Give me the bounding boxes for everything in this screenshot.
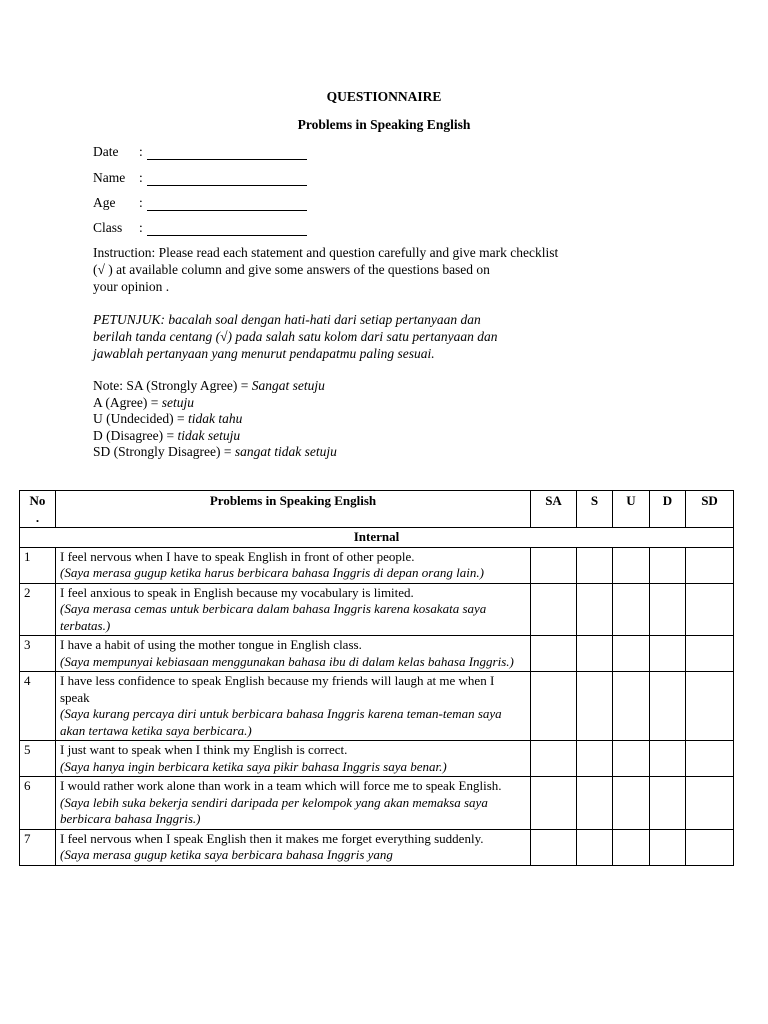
checkbox-cell-u[interactable]: [613, 547, 650, 583]
instruction-text: [93, 244, 563, 295]
statement-indonesian: (Saya merasa cemas untuk berbicara dalam bahasa Inggris karena kosakata saya terbatas.): [60, 601, 487, 633]
statement-indonesian: (Saya kurang percaya diri untuk berbicara bahasa Inggris karena teman-teman saya akan tertawa ketika saya berbicara.): [60, 706, 502, 738]
checkbox-cell-sd[interactable]: [686, 777, 734, 830]
checkbox-cell-sd[interactable]: [686, 547, 734, 583]
checkbox-cell-sd[interactable]: [686, 636, 734, 672]
row-number: 3: [20, 636, 56, 672]
checkbox-cell-u[interactable]: [613, 829, 650, 865]
statement-english: I have a habit of using the mother tongue in English class.: [60, 637, 362, 652]
checkbox-cell-u[interactable]: [613, 672, 650, 741]
legend-entry: [93, 411, 563, 428]
legend-code: D (Disagree) =: [93, 427, 178, 443]
legend-entry: [93, 378, 563, 395]
legend-code: Note: SA (Strongly Agree) =: [93, 378, 252, 393]
checkbox-cell-sa[interactable]: [531, 829, 577, 865]
col-header-u: U: [613, 491, 650, 528]
col-header-no: No .: [20, 491, 56, 528]
petunjuk-line: berilah tanda centang (√) pada salah satu kolom dari satu pertanyaan dan: [93, 329, 498, 344]
instruction-line: your opinion .: [93, 279, 170, 294]
checkbox-cell-sa[interactable]: [531, 636, 577, 672]
blank-answer-line[interactable]: [147, 173, 307, 186]
table-row: [20, 547, 734, 583]
form-field-class: [93, 220, 307, 236]
row-statement: [56, 672, 531, 741]
checkbox-cell-s[interactable]: [577, 829, 613, 865]
table-row: [20, 829, 734, 865]
checkbox-cell-s[interactable]: [577, 583, 613, 636]
row-statement: [56, 547, 531, 583]
legend-entry: [93, 428, 563, 445]
row-statement: [56, 636, 531, 672]
field-separator: :: [139, 144, 143, 159]
checkbox-cell-sa[interactable]: [531, 672, 577, 741]
statement-english: I just want to speak when I think my English is correct.: [60, 742, 348, 757]
checkbox-cell-d[interactable]: [650, 777, 686, 830]
instruction-line: (√ ) at available column and give some answers of the questions based on: [93, 262, 490, 277]
checkbox-cell-d[interactable]: [650, 741, 686, 777]
field-separator: :: [139, 195, 143, 210]
row-number: 2: [20, 583, 56, 636]
row-number: 4: [20, 672, 56, 741]
row-number: 5: [20, 741, 56, 777]
checkbox-cell-s[interactable]: [577, 636, 613, 672]
document-subtitle: Problems in Speaking English: [297, 117, 471, 132]
petunjuk-line: PETUNJUK: bacalah soal dengan hati-hati dari setiap pertanyaan dan: [93, 312, 481, 327]
instruction-line: Instruction: Please read each statement and question carefully and give mark checklist: [93, 245, 559, 260]
legend-translation: tidak tahu: [187, 411, 243, 426]
checkbox-cell-d[interactable]: [650, 547, 686, 583]
field-label: Date: [93, 144, 119, 159]
checkbox-cell-s[interactable]: [577, 547, 613, 583]
checkbox-cell-sa[interactable]: [531, 777, 577, 830]
row-number: 7: [20, 829, 56, 865]
statement-english: I have less confidence to speak English because my friends will laugh at me when I speak: [60, 673, 495, 705]
questionnaire-table: [19, 490, 734, 866]
checkbox-cell-sd[interactable]: [686, 583, 734, 636]
statement-english: I feel nervous when I have to speak English in front of other people.: [60, 548, 415, 564]
checkbox-cell-s[interactable]: [577, 741, 613, 777]
section-row-internal: [20, 528, 734, 548]
form-field-name: [93, 170, 307, 186]
checkbox-cell-d[interactable]: [650, 636, 686, 672]
col-header-statement: Problems in Speaking English: [56, 491, 531, 528]
checkbox-cell-s[interactable]: [577, 672, 613, 741]
table-row: [20, 741, 734, 777]
form-field-age: [93, 195, 307, 211]
petunjuk-line: jawablah pertanyaan yang menurut pendapatmu paling sesuai.: [93, 346, 435, 361]
legend-code: SD (Strongly Disagree) =: [93, 444, 235, 459]
blank-answer-line[interactable]: [147, 198, 307, 211]
table-row: [20, 777, 734, 830]
legend-entry: [93, 395, 563, 412]
checkbox-cell-sd[interactable]: [686, 741, 734, 777]
checkbox-cell-d[interactable]: [650, 829, 686, 865]
legend-translation: tidak setuju: [177, 427, 241, 443]
statement-english: I feel anxious to speak in English because my vocabulary is limited.: [60, 584, 414, 600]
table-row: [20, 583, 734, 636]
row-statement: [56, 741, 531, 777]
row-number: 6: [20, 777, 56, 830]
statement-indonesian: (Saya merasa gugup ketika harus berbicara bahasa Inggris di depan orang lain.): [60, 565, 484, 580]
blank-answer-line[interactable]: [147, 223, 307, 236]
field-separator: :: [139, 220, 143, 235]
row-statement: [56, 777, 531, 830]
row-number: 1: [20, 547, 56, 583]
legend-translation: sangat tidak setuju: [234, 444, 337, 459]
statement-indonesian: (Saya lebih suka bekerja sendiri daripada per kelompok yang akan memaksa saya berbicara bahasa Inggris.): [60, 794, 488, 826]
checkbox-cell-u[interactable]: [613, 583, 650, 636]
checkbox-cell-sd[interactable]: [686, 672, 734, 741]
col-header-s: S: [577, 491, 613, 528]
row-statement: [56, 829, 531, 865]
col-header-sa: SA: [531, 491, 577, 528]
table-row: [20, 636, 734, 672]
table-row: [20, 672, 734, 741]
document-title: QUESTIONNAIRE: [326, 89, 442, 104]
petunjuk-text: [93, 311, 563, 362]
checkbox-cell-sa[interactable]: [531, 583, 577, 636]
row-statement: [56, 583, 531, 636]
col-header-sd: SD: [686, 491, 734, 528]
statement-indonesian: (Saya mempunyai kebiasaan menggunakan bahasa ibu di dalam kelas bahasa Inggris.): [60, 653, 514, 669]
checkbox-cell-sa[interactable]: [531, 741, 577, 777]
field-label: Name: [93, 170, 126, 185]
legend-code: A (Agree) =: [93, 394, 162, 410]
checkbox-cell-u[interactable]: [613, 777, 650, 830]
checkbox-cell-d[interactable]: [650, 583, 686, 636]
field-separator: :: [139, 170, 143, 185]
scale-legend: [93, 378, 563, 461]
col-header-d: D: [650, 491, 686, 528]
field-label: Age: [93, 195, 116, 210]
checkbox-cell-u[interactable]: [613, 636, 650, 672]
legend-code: U (Undecided) =: [93, 411, 188, 426]
statement-english: I feel nervous when I speak English then it makes me forget everything suddenly.: [60, 830, 484, 846]
statement-english: I would rather work alone than work in a team which will force me to speak English.: [60, 778, 502, 793]
table-header-row: [20, 491, 734, 528]
checkbox-cell-d[interactable]: [650, 672, 686, 741]
legend-entry: [93, 444, 563, 461]
section-label: Internal: [20, 528, 734, 548]
statement-indonesian: (Saya hanya ingin berbicara ketika saya pikir bahasa Inggris saya benar.): [60, 758, 447, 774]
checkbox-cell-u[interactable]: [613, 741, 650, 777]
legend-translation: Sangat setuju: [251, 378, 325, 393]
field-label: Class: [93, 220, 123, 235]
form-field-date: [93, 144, 307, 160]
legend-translation: setuju: [161, 394, 194, 410]
statement-indonesian: (Saya merasa gugup ketika saya berbicara bahasa Inggris yang: [60, 847, 393, 862]
checkbox-cell-s[interactable]: [577, 777, 613, 830]
checkbox-cell-sa[interactable]: [531, 547, 577, 583]
blank-answer-line[interactable]: [147, 147, 307, 160]
checkbox-cell-sd[interactable]: [686, 829, 734, 865]
